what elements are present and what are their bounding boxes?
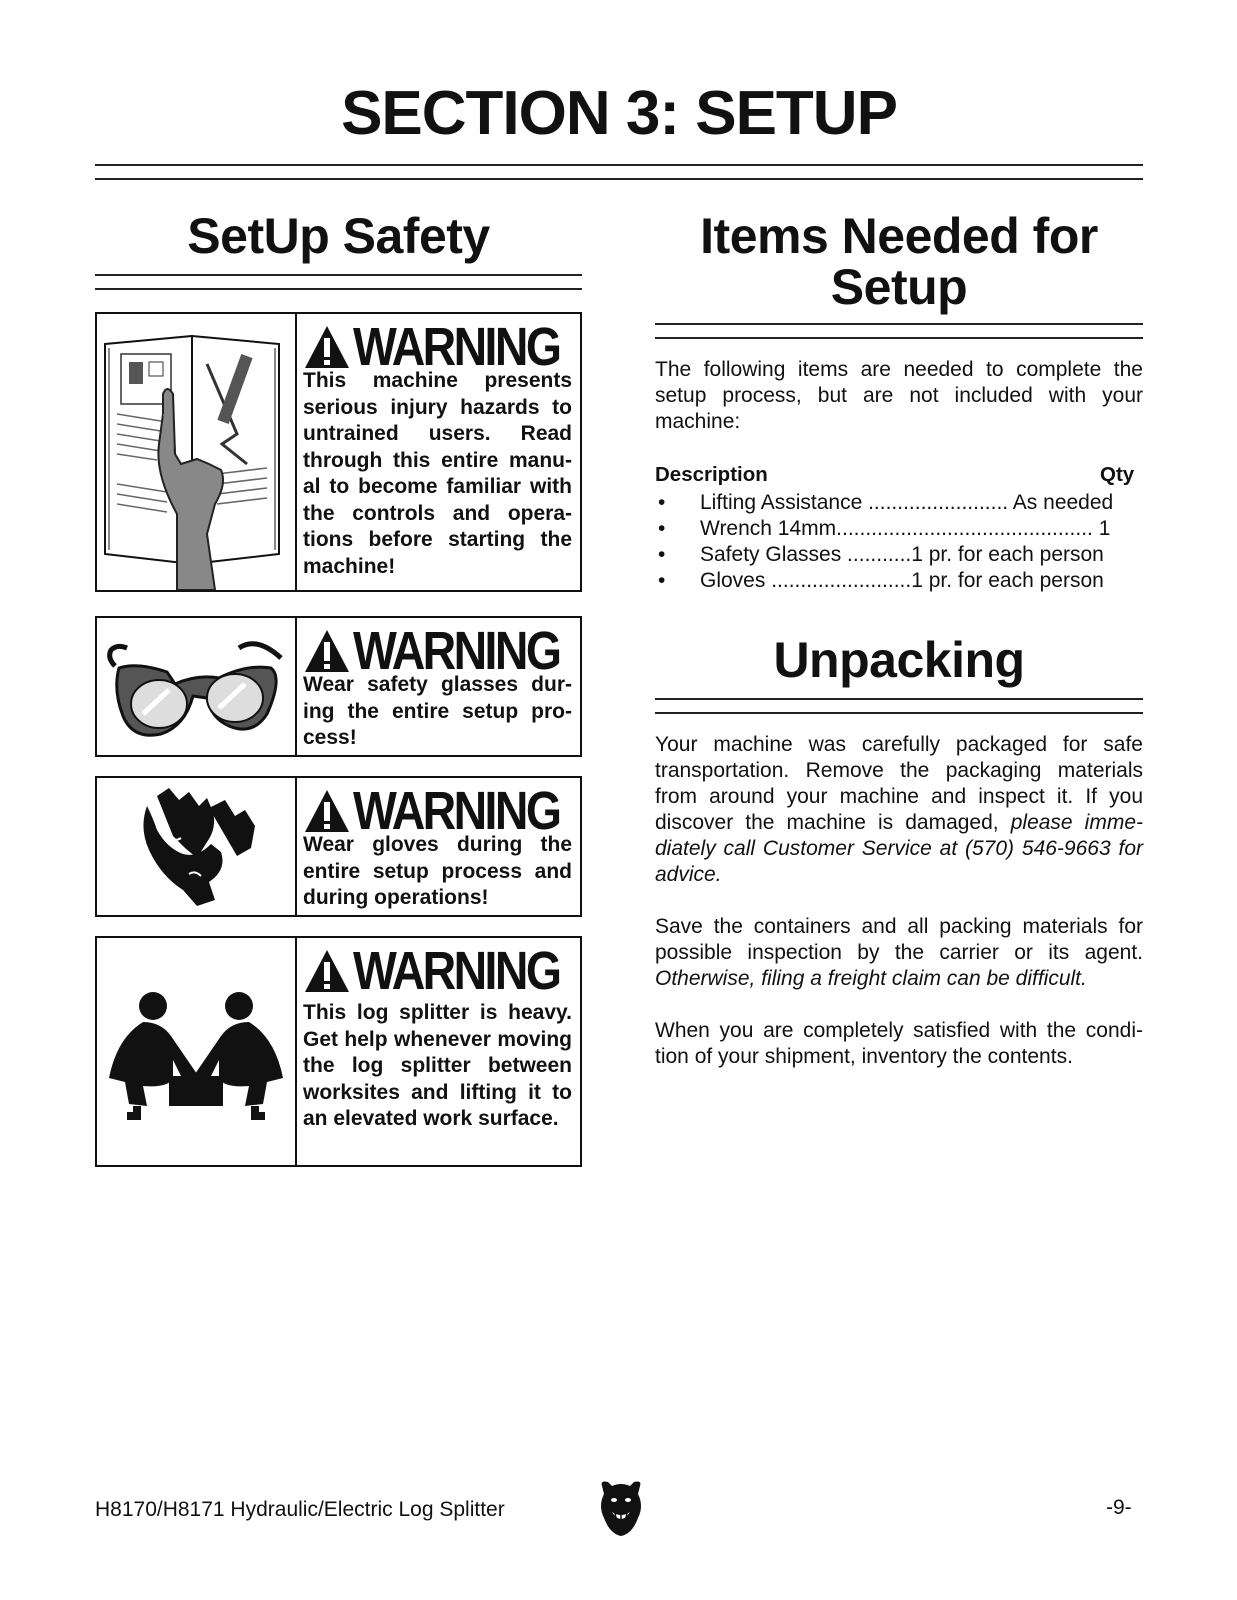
warning-label: WARNING [353,621,560,681]
warning-label: WARNING [353,941,560,1001]
unpacking-heading: Unpacking [773,632,1025,688]
bullet: • [658,543,666,566]
warning-triangle-icon [303,947,351,995]
warning-label: WARNING [353,317,560,377]
items-intro: The following items are needed to complete the setup process, but are not included with your machine: [655,358,1143,433]
items-rule-2 [655,337,1143,339]
list-item [658,568,1138,594]
warning-text-gloves: Wear gloves during the entire setup process and during operations! [303,833,572,909]
item-text: Safety Glasses ...........1 pr. for each person [700,543,1104,566]
items-rule-1 [655,323,1143,325]
setup-safety-rule-2 [95,288,582,290]
title-rule-top [95,164,1143,166]
unpacking-p1-text: Your machine was carefully packaged for safe transportation. Remove the packaging materials from around your machine and inspect it. If you discover the machine is damaged, [655,733,1143,834]
warning-box-manual [95,312,582,592]
warning-triangle-icon [303,627,351,675]
items-needed-heading-line2: Setup [830,259,968,315]
col-description: Description [655,463,768,486]
warning-label: WARNING [353,781,560,841]
warning-box-glasses [95,616,582,757]
item-text: Gloves ........................1 pr. for each person [700,569,1104,592]
list-item [658,542,1138,568]
unpacking-p2-text: Save the containers and all packing materials for possible inspection by the carrier or its agent. [655,915,1143,964]
unpacking-rule-2 [655,712,1143,714]
page-number: -9- [1106,1496,1132,1519]
unpacking-p2-italic: Otherwise, filing a freight claim can be difficult. [655,967,1087,990]
warning-box-lift [95,936,582,1167]
unpacking-paragraph-2 [655,914,1143,992]
item-text: Lifting Assistance ........................ As needed [700,491,1114,514]
setup-safety-heading: SetUp Safety [187,208,490,264]
bullet: • [658,569,666,592]
manual-reading-icon [97,314,297,590]
page-title: SECTION 3: SETUP [341,79,897,148]
gloves-icon [97,778,297,915]
warning-text-glasses: Wear safety glasses dur-ing the entire setup pro-cess! [303,673,572,749]
col-qty: Qty [1100,463,1135,486]
grizzly-bear-logo-icon [598,1480,644,1536]
warning-text-manual: This machine presents serious injury hazards to untrained users. Read through this entire manu-al to become familiar with the controls and opera-tions before starting the machine! [303,369,572,578]
warning-header [303,942,593,1000]
bullet: • [658,517,666,540]
unpacking-rule-1 [655,698,1143,700]
bullet: • [658,491,666,514]
warning-text-lift: This log splitter is heavy. Get help whenever moving the log splitter between worksites and lifting it to an elevated work surface. [303,1001,572,1130]
setup-safety-rule-1 [95,274,582,276]
unpacking-paragraph-3: When you are completely satisfied with the condi-tion of your shipment, inventory the contents. [655,1019,1143,1068]
title-rule-bottom [95,178,1143,180]
list-item [658,490,1138,516]
unpacking-paragraph-1 [655,732,1143,888]
items-needed-heading-line1: Items Needed for [700,208,1098,264]
warning-triangle-icon [303,787,351,835]
item-text: Wrench 14mm............................................ 1 [700,517,1111,540]
footer-model: H8170/H8171 Hydraulic/Electric Log Splitter [95,1498,505,1521]
list-item [658,516,1138,542]
two-person-lift-icon [97,938,297,1165]
unpacking-p1-italic: please imme-diately call Customer Service at (570) 546-9663 for advice. [655,811,1143,886]
safety-glasses-icon [97,618,297,755]
warning-box-gloves [95,776,582,917]
warning-triangle-icon [303,323,351,371]
